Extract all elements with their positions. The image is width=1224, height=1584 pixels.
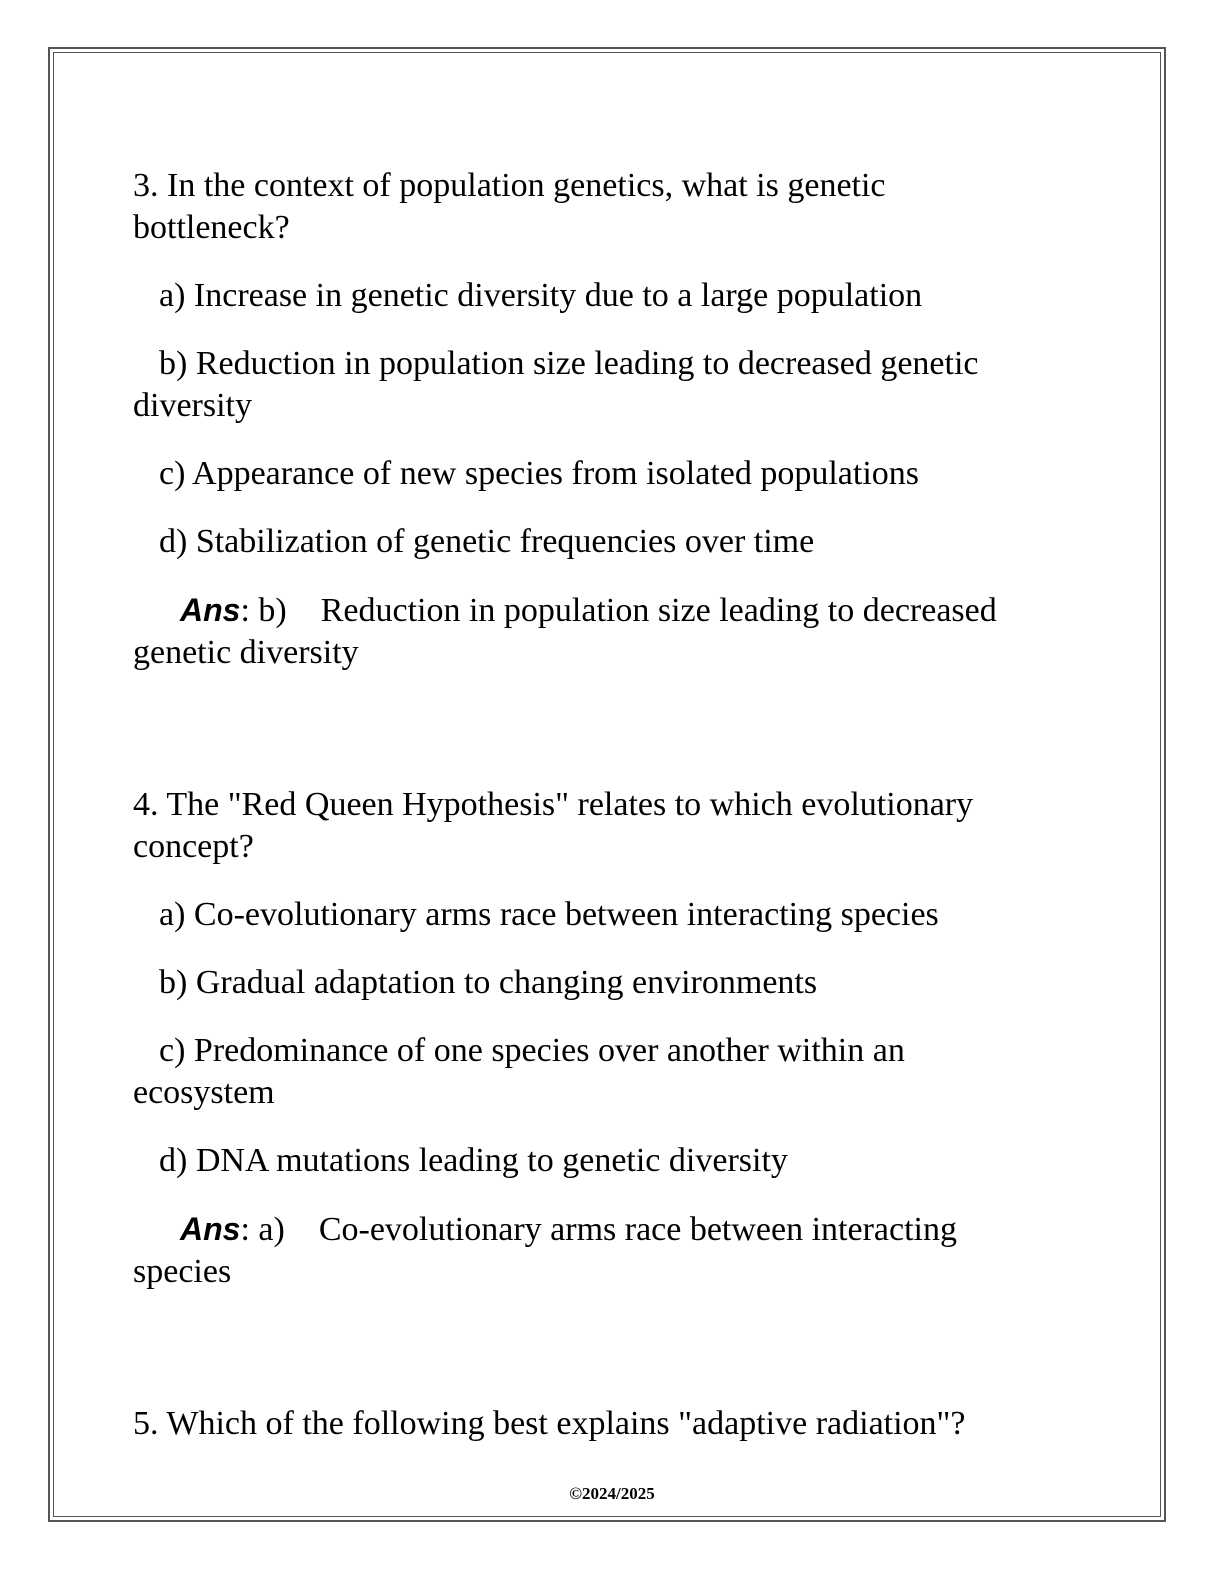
question-3-answer [133,589,1033,674]
spacer [133,1319,1033,1403]
question-content [133,165,1033,1471]
spacer [133,700,1033,784]
question-4-text: 4. The "Red Queen Hypothesis" relates to which evolutionary concept? [133,786,974,865]
question-3-option-a: a) Increase in genetic diversity due to a large population [159,277,923,314]
question-3-option-c: c) Appearance of new species from isolated populations [159,455,920,492]
answer-label: Ans [180,1211,241,1247]
question-3-text: 3. In the context of population genetics, what is genetic bottleneck? [133,167,886,246]
answer-text: : b) Reduction in population size leading to decreased genetic diversity [133,592,1006,671]
copyright-footer: ©2024/2025 [569,1484,655,1503]
answer-text: : a) Co-evolutionary arms race between interacting species [133,1211,966,1290]
question-4-option-d: d) DNA mutations leading to genetic diversity [159,1142,788,1179]
question-3-option-b: b) Reduction in population size leading to decreased genetic diversity [133,345,979,424]
question-3-option-d: d) Stabilization of genetic frequencies over time [159,523,815,560]
question-4-answer [133,1208,1033,1293]
question-5-text: 5. Which of the following best explains "adaptive radiation"? [133,1405,966,1442]
question-4-option-a: a) Co-evolutionary arms race between interacting species [159,896,939,933]
answer-label: Ans [180,592,241,628]
question-4-option-b: b) Gradual adaptation to changing environments [159,964,818,1001]
question-4-option-c: c) Predominance of one species over another within an ecosystem [133,1032,905,1111]
